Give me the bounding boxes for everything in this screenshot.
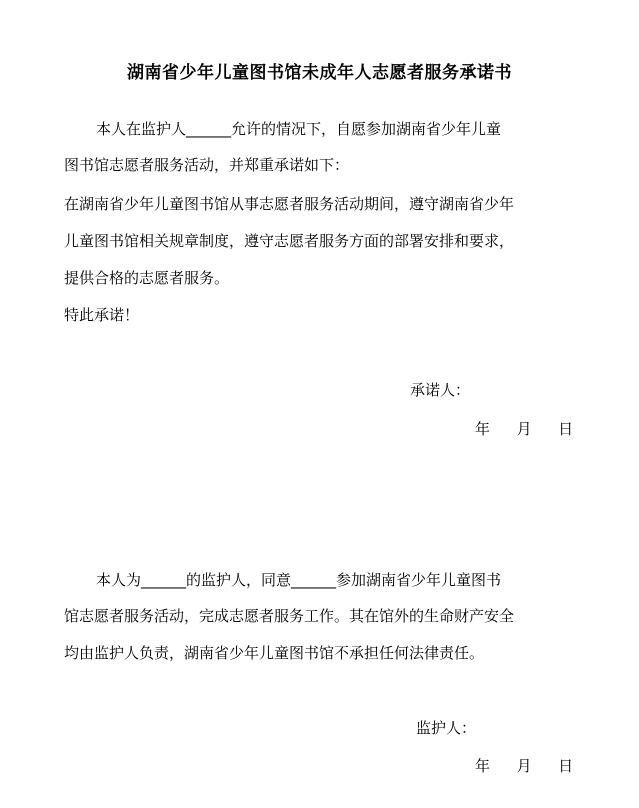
date-day-label: 日 [558,420,574,438]
date-year-label: 年 [475,420,491,438]
guardian-signature-label: 监护人： [416,719,477,737]
pledger-signature-label: 承诺人： [410,381,471,399]
paragraph-line: 均由监护人负责，湖南省少年儿童图书馆不承担任何法律责任。 [64,644,485,662]
paragraph-line: 提供合格的志愿者服务。 [64,269,230,287]
date-day-label: 日 [558,757,574,775]
guardian-date-line [475,756,573,776]
date-year-label: 年 [475,757,491,775]
pledger-date-line [475,419,573,439]
paragraph-line: 图书馆志愿者服务活动，并郑重承诺如下： [64,156,350,174]
date-month-label: 月 [516,757,532,775]
paragraph-line: 儿童图书馆相关规章制度，遵守志愿者服务方面的部署安排和要求， [64,232,515,250]
document-title: 湖南省少年儿童图书馆未成年人志愿者服务承诺书 [127,63,512,83]
paragraph-line: 在湖南省少年儿童图书馆从事志愿者服务活动期间，遵守湖南省少年 [64,195,515,213]
date-month-label: 月 [516,420,532,438]
paragraph-line: 本人在监护人______允许的情况下，自愿参加湖南省少年儿童 [96,120,502,138]
paragraph-line: 特此承诺！ [64,306,140,324]
paragraph-line: 馆志愿者服务活动，完成志愿者服务工作。其在馆外的生命财产安全 [64,607,515,625]
paragraph-line: 本人为______的监护人，同意______参加湖南省少年儿童图书 [96,571,502,589]
